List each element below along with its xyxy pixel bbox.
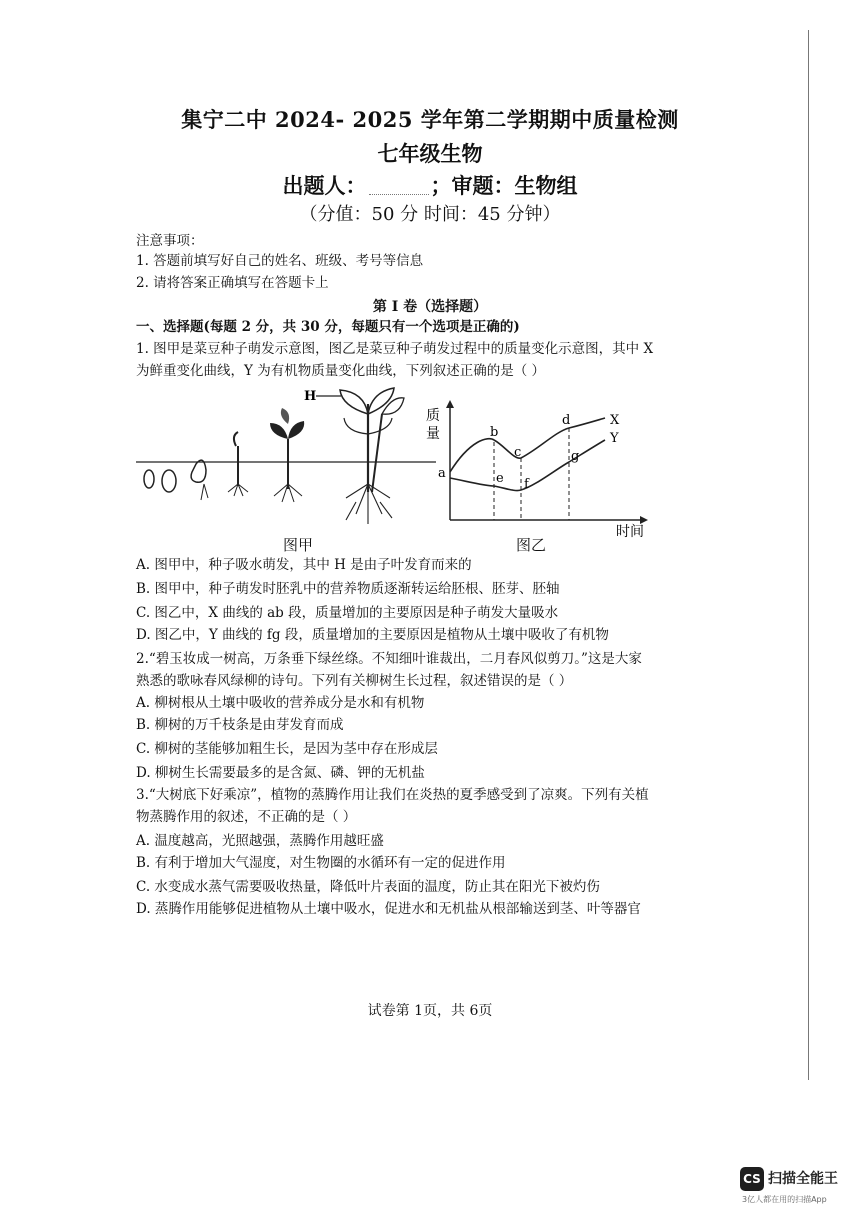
q3-option-B: B. 有利于增加大气湿度，对生物圈的水循环有一定的促进作用 — [136, 855, 506, 871]
camscanner-logo-icon: CS — [740, 1167, 764, 1191]
notes-item-2: 2. 请将答案正确填写在答题卡上 — [136, 275, 329, 291]
germination-figure — [136, 384, 436, 534]
q3-option-A: A. 温度越高，光照越强，蒸腾作用越旺盛 — [136, 833, 384, 849]
exam-title: 集宁二中 2024- 2025 学年第二学期期中质量检测 — [181, 107, 679, 132]
point-b: b — [490, 425, 499, 440]
exam-subtitle: 七年级生物 — [377, 141, 483, 166]
q1-stem-line-1: 1. 图甲是菜豆种子萌发示意图，图乙是菜豆种子萌发过程中的质量变化示意图，其中 X — [136, 341, 654, 357]
q2-stem-line-2: 熟悉的歌咏春风绿柳的诗句。下列有关柳树生长过程，叙述错误的是（ ） — [136, 673, 573, 689]
q1-stem-line-2: 为鲜重变化曲线，Y 为有机物质量变化曲线，下列叙述正确的是（ ） — [136, 363, 545, 379]
q1-option-C: C. 图乙中，X 曲线的 ab 段，质量增加的主要原因是种子萌发大量吸水 — [136, 605, 559, 621]
camscanner-name: 扫描全能王 — [768, 1171, 838, 1187]
q1-option-A: A. 图甲中，种子吸水萌发，其中 H 是由子叶发育而来的 — [136, 557, 472, 573]
notes-heading: 注意事项： — [136, 233, 204, 249]
q2-option-C: C. 柳树的茎能够加粗生长，是因为茎中存在形成层 — [136, 741, 438, 757]
caption-right: 图乙 — [516, 536, 547, 554]
q3-stem-line-2: 物蒸腾作用的叙述，不正确的是（ ） — [136, 809, 357, 825]
camscanner-tagline: 3亿人都在用的扫描App — [742, 1195, 827, 1204]
exam-meta: （分值：50 分 时间：45 分钟） — [299, 204, 561, 225]
mass-chart — [426, 400, 650, 540]
q2-option-D: D. 柳树生长需要最多的是含氮、磷、钾的无机盐 — [136, 765, 425, 781]
q3-option-C: C. 水变成水蒸气需要吸收热量，降低叶片表面的温度，防止其在阳光下被灼伤 — [136, 879, 600, 895]
part-title: 一、选择题(每题 2 分，共 30 分，每题只有一个选项是正确的) — [136, 319, 520, 335]
caption-left: 图甲 — [283, 536, 314, 554]
q3-option-D: D. 蒸腾作用能够促进植物从土壤中吸水，促进水和无机盐从根部输送到茎、叶等器官 — [136, 901, 641, 917]
point-c: c — [514, 445, 522, 460]
q2-option-A: A. 柳树根从土壤中吸收的营养成分是水和有机物 — [136, 695, 425, 711]
point-d: d — [562, 413, 571, 428]
q3-stem-line-1: 3.“大树底下好乘凉”，植物的蒸腾作用让我们在炎热的夏季感受到了凉爽。下列有关植 — [136, 787, 649, 803]
notes-item-1: 1. 答题前填写好自己的姓名、班级、考号等信息 — [136, 253, 424, 269]
y-axis-label-1: 质 — [426, 408, 440, 424]
y-axis-label-2: 量 — [426, 426, 440, 442]
section-title: 第 I 卷（选择题） — [372, 299, 488, 315]
seed-stage-3 — [191, 460, 206, 482]
q1-option-D: D. 图乙中，Y 曲线的 fg 段，质量增加的主要原因是植物从土壤中吸收了有机物 — [136, 627, 609, 643]
series-Y-label: Y — [610, 431, 619, 446]
seed-stage-2 — [162, 470, 176, 492]
reviewer-text: ；审题：生物组 — [430, 173, 578, 198]
series-X-label: X — [610, 413, 620, 428]
x-axis-label: 时间 — [616, 524, 644, 540]
author-label: 出题人： — [282, 173, 367, 198]
exam-author-line — [0, 170, 860, 200]
point-e: e — [496, 471, 504, 486]
label-H: H — [304, 389, 317, 404]
point-a: a — [438, 466, 446, 481]
q2-stem-line-1: 2.“碧玉妆成一树高，万条垂下绿丝绦。不知细叶谁裁出，二月春风似剪刀。”这是大家 — [136, 651, 642, 667]
seedling-stage-4 — [234, 432, 238, 486]
redacted-name — [369, 180, 429, 195]
q1-option-B: B. 图甲中，种子萌发时胚乳中的营养物质逐渐转运给胚根、胚芽、胚轴 — [136, 581, 560, 597]
seedling-stage-7 — [372, 398, 404, 492]
point-f: f — [524, 477, 529, 492]
q2-option-B: B. 柳树的万千枝条是由芽发育而成 — [136, 717, 344, 733]
page-footer: 试卷第 1页，共 6页 — [367, 1003, 493, 1019]
curve-X — [450, 418, 605, 472]
seed-stage-1 — [144, 470, 154, 488]
seedling-stage-5 — [270, 408, 304, 502]
point-g: g — [571, 449, 580, 464]
